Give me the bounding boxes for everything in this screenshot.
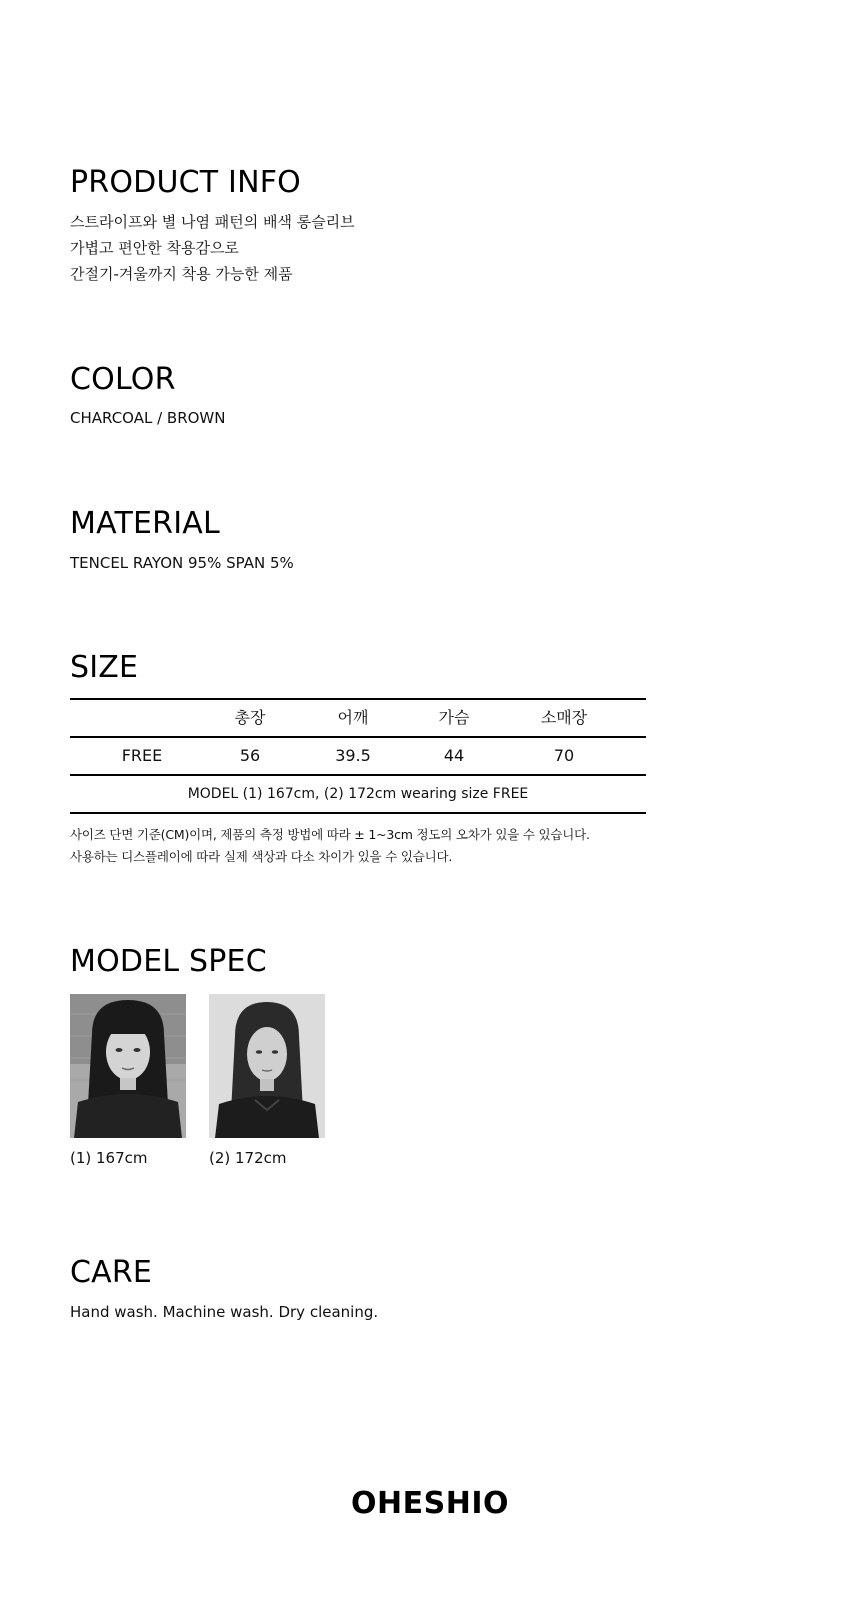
color-title: COLOR bbox=[70, 362, 176, 397]
color-value: CHARCOAL / BROWN bbox=[70, 409, 226, 427]
product-info-title: PRODUCT INFO bbox=[70, 165, 301, 200]
table-bottom-rule bbox=[70, 812, 646, 814]
row-chest-value: 44 bbox=[443, 746, 465, 765]
header-cell-length: 총장 bbox=[234, 708, 266, 727]
material-title: MATERIAL bbox=[70, 506, 220, 541]
product-info-line-3: 간절기-겨울까지 착용 가능한 제품 bbox=[70, 265, 293, 283]
model-portrait-2-image bbox=[209, 994, 325, 1138]
row-sleeve-value: 70 bbox=[553, 746, 575, 765]
model-caption-2: (2) 172cm bbox=[209, 1149, 287, 1167]
header-cell-chest: 가슴 bbox=[438, 708, 470, 727]
size-note-2: 사용하는 디스플레이에 따라 실제 색상과 다소 차이가 있을 수 있습니다. bbox=[70, 849, 453, 864]
size-title: SIZE bbox=[70, 650, 139, 685]
row-size-label: FREE bbox=[121, 746, 163, 765]
size-note-1: 사이즈 단면 기준(CM)이며, 제품의 측정 방법에 따라 ± 1~3cm 정도의 오차가 있을 수 있습니다. bbox=[70, 827, 590, 842]
table-row bbox=[70, 738, 646, 774]
model-photo-2 bbox=[209, 994, 325, 1138]
table-header-row bbox=[70, 700, 646, 736]
model-photo-1 bbox=[70, 994, 186, 1138]
brand-logo: OHESHIO bbox=[351, 1486, 509, 1521]
model-portrait-1-image bbox=[70, 994, 186, 1138]
product-info-line-2: 가볍고 편안한 착용감으로 bbox=[70, 239, 239, 257]
size-table bbox=[70, 698, 646, 814]
care-value: Hand wash. Machine wash. Dry cleaning. bbox=[70, 1303, 379, 1321]
row-shoulder-value: 39.5 bbox=[335, 746, 371, 765]
row-length-value: 56 bbox=[239, 746, 261, 765]
model-spec-title: MODEL SPEC bbox=[70, 944, 267, 979]
model-wearing-note: MODEL (1) 167cm, (2) 172cm wearing size FREE bbox=[187, 786, 529, 802]
header-cell-shoulder: 어깨 bbox=[337, 708, 369, 727]
care-title: CARE bbox=[70, 1255, 153, 1290]
material-value: TENCEL RAYON 95% SPAN 5% bbox=[70, 554, 294, 572]
product-info-line-1: 스트라이프와 별 나염 패턴의 배색 롱슬리브 bbox=[70, 213, 355, 231]
model-caption-1: (1) 167cm bbox=[70, 1149, 148, 1167]
header-cell-sleeve: 소매장 bbox=[540, 708, 588, 727]
